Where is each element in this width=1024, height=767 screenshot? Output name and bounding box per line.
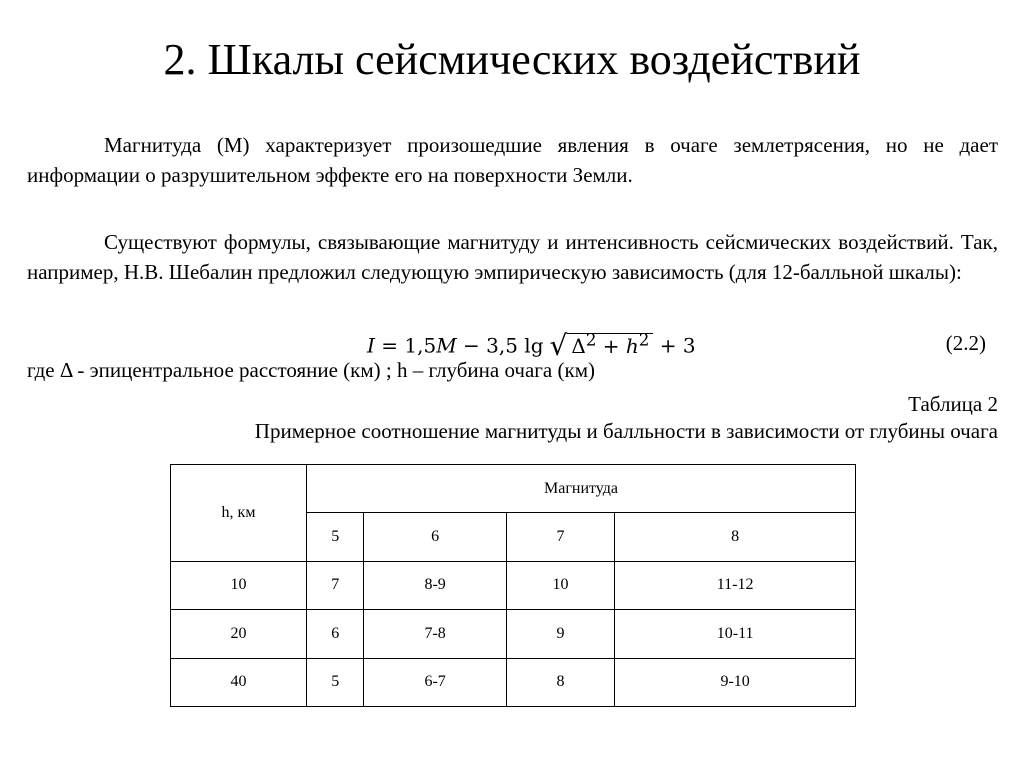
formula-mid: − 3,5 lg xyxy=(456,333,544,358)
formula-intensity: I xyxy=(367,333,375,358)
sqrt-body xyxy=(567,330,653,358)
formula-legend: где Δ - эпицентральное расстояние (км) ; h – глубина очага (км) xyxy=(27,358,595,382)
slide-title: 2. Шкалы сейсмических воздействий xyxy=(163,35,861,84)
cell-intensity: 9 xyxy=(506,610,614,658)
formula-delta: Δ xyxy=(571,333,586,358)
formula-tail: + 3 xyxy=(653,333,696,358)
cell-intensity: 8-9 xyxy=(364,561,506,609)
cell-intensity: 11-12 xyxy=(615,561,856,609)
header-magnitude-value: 6 xyxy=(364,513,506,561)
table-caption: Примерное соотношение магнитуды и балльности в зависимости от глубины очага xyxy=(254,419,998,443)
cell-intensity: 5 xyxy=(307,658,364,706)
cell-depth: 40 xyxy=(171,658,307,706)
formula-delta-exp: 2 xyxy=(585,330,597,349)
magnitude-intensity-table xyxy=(170,464,856,707)
header-depth: h, км xyxy=(171,465,307,562)
formula-magnitude: M xyxy=(436,333,457,358)
cell-intensity: 10 xyxy=(506,561,614,609)
formula-depth-exp: 2 xyxy=(638,330,650,349)
cell-intensity: 6-7 xyxy=(364,658,506,706)
header-magnitude-value: 8 xyxy=(615,513,856,561)
formula-depth: h xyxy=(625,333,639,358)
formula-eq: = 1,5 xyxy=(374,333,437,358)
paragraph-formulas: Существуют формулы, связывающие магнитуду и интенсивность сейсмических воздействий. Так, например, Н.В. Шебалин предложил следующую эмпирическую зависимость (для 12-балльной шкалы): xyxy=(27,230,998,284)
table-label: Таблица 2 xyxy=(908,392,998,416)
cell-intensity: 9-10 xyxy=(615,658,856,706)
cell-depth: 20 xyxy=(171,610,307,658)
cell-intensity: 8 xyxy=(506,658,614,706)
cell-intensity: 7 xyxy=(307,561,364,609)
cell-intensity: 7-8 xyxy=(364,610,506,658)
cell-intensity: 6 xyxy=(307,610,364,658)
equation-number: (2.2) xyxy=(945,331,986,355)
table-row xyxy=(171,561,856,609)
cell-intensity: 10-11 xyxy=(615,610,856,658)
sqrt-symbol: √ xyxy=(549,328,568,362)
table-row xyxy=(171,610,856,658)
header-magnitude-value: 5 xyxy=(307,513,364,561)
paragraph-magnitude: Магнитуда (М) характеризует произошедшие явления в очаге землетрясения, но не дает информации о разрушительном эффекте его на поверхности Земли. xyxy=(27,133,998,187)
header-magnitude-value: 7 xyxy=(506,513,614,561)
cell-depth: 10 xyxy=(171,561,307,609)
formula-plus: + xyxy=(596,333,626,358)
header-magnitude: Магнитуда xyxy=(307,465,856,513)
table-row xyxy=(171,658,856,706)
formula-row xyxy=(27,322,998,362)
